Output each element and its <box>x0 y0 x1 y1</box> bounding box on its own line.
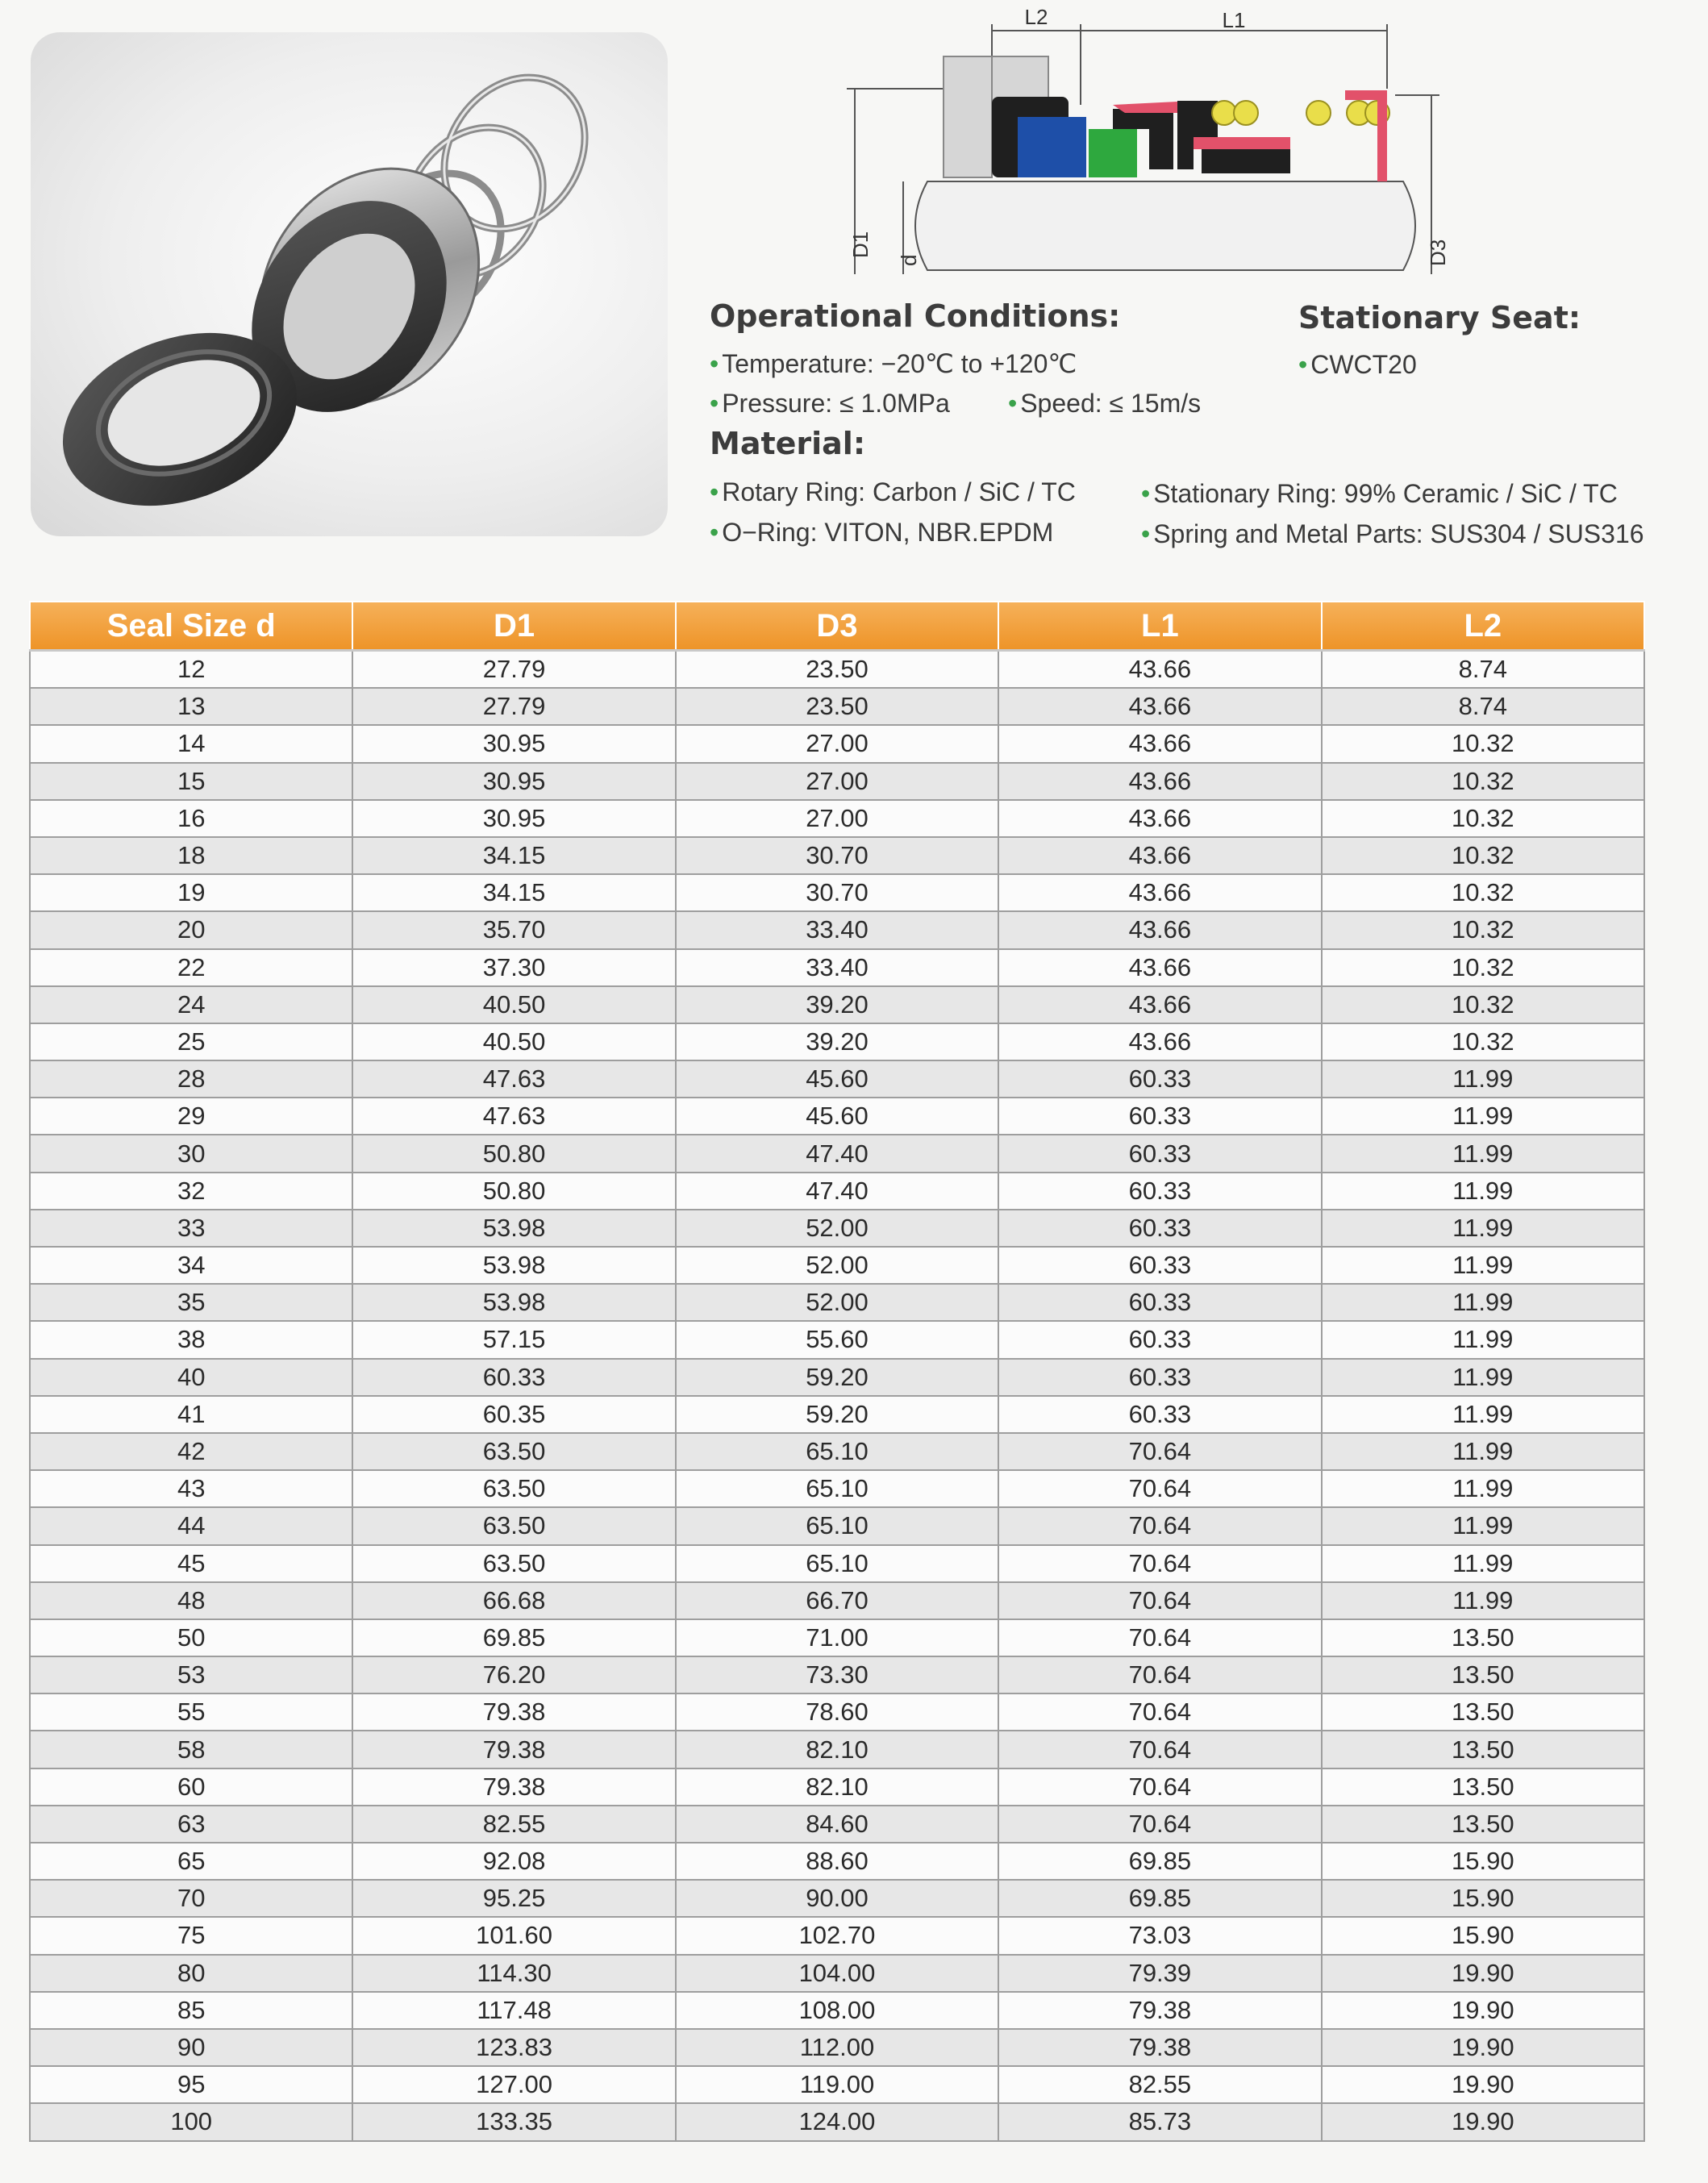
table-cell: 80 <box>30 1955 352 1992</box>
table-cell: 57.15 <box>352 1321 675 1358</box>
table-cell: 133.35 <box>352 2103 675 2140</box>
table-cell: 63 <box>30 1806 352 1843</box>
table-cell: 60.35 <box>352 1396 675 1433</box>
table-cell: 27.79 <box>352 651 675 689</box>
table-cell: 10.32 <box>1322 800 1644 837</box>
table-row <box>30 1917 1644 1954</box>
table-cell: 11.99 <box>1322 1582 1644 1619</box>
table-row <box>30 986 1644 1023</box>
table-cell: 10.32 <box>1322 874 1644 911</box>
table-row <box>30 1470 1644 1507</box>
table-cell: 10.32 <box>1322 763 1644 800</box>
table-cell: 114.30 <box>352 1955 675 1992</box>
table-cell: 60 <box>30 1768 352 1806</box>
dimension-diagram <box>839 0 1677 286</box>
table-cell: 79.38 <box>352 1768 675 1806</box>
product-photo <box>31 32 668 536</box>
table-cell: 76.20 <box>352 1656 675 1693</box>
table-cell: 43.66 <box>998 1023 1321 1060</box>
table-cell: 124.00 <box>676 2103 998 2140</box>
table-cell: 85 <box>30 1992 352 2029</box>
table-cell: 82.55 <box>352 1806 675 1843</box>
table-row <box>30 725 1644 762</box>
table-cell: 11.99 <box>1322 1210 1644 1247</box>
table-cell: 19.90 <box>1322 1955 1644 1992</box>
table-row <box>30 1880 1644 1917</box>
table-cell: 11.99 <box>1322 1545 1644 1582</box>
table-cell: 11.99 <box>1322 1098 1644 1135</box>
table-cell: 28 <box>30 1060 352 1098</box>
diagram-label-l1: L1 <box>1222 8 1246 32</box>
table-cell: 10.32 <box>1322 986 1644 1023</box>
table-cell: 47.63 <box>352 1098 675 1135</box>
table-cell: 50.80 <box>352 1173 675 1210</box>
table-cell: 30.70 <box>676 874 998 911</box>
table-row <box>30 1210 1644 1247</box>
table-header-row <box>30 602 1644 651</box>
table-cell: 60.33 <box>998 1210 1321 1247</box>
table-cell: 43.66 <box>998 837 1321 874</box>
stationary-ring-item <box>1141 479 1618 509</box>
table-cell: 14 <box>30 725 352 762</box>
table-cell: 79.38 <box>998 2029 1321 2066</box>
table-cell: 38 <box>30 1321 352 1358</box>
stationary-ring-text: Stationary Ring: 99% Ceramic / SiC / TC <box>1153 479 1618 508</box>
table-cell: 13.50 <box>1322 1619 1644 1656</box>
table-cell: 33.40 <box>676 911 998 948</box>
table-cell: 13 <box>30 688 352 725</box>
table-cell: 11.99 <box>1322 1507 1644 1544</box>
table-row <box>30 1321 1644 1358</box>
rotary-ring <box>1089 129 1137 177</box>
table-cell: 70.64 <box>998 1693 1321 1731</box>
table-cell: 43.66 <box>998 763 1321 800</box>
table-row <box>30 1060 1644 1098</box>
table-cell: 30.95 <box>352 763 675 800</box>
table-cell: 34.15 <box>352 874 675 911</box>
table-cell: 52.00 <box>676 1284 998 1321</box>
table-cell: 50 <box>30 1619 352 1656</box>
table-row <box>30 2103 1644 2140</box>
table-cell: 75 <box>30 1917 352 1954</box>
pressure-item <box>710 389 950 419</box>
table-cell: 11.99 <box>1322 1284 1644 1321</box>
table-cell: 117.48 <box>352 1992 675 2029</box>
table-cell: 19.90 <box>1322 2103 1644 2140</box>
table-cell: 35 <box>30 1284 352 1321</box>
table-cell: 11.99 <box>1322 1470 1644 1507</box>
o-ring-text: O−Ring: VITON, NBR.EPDM <box>722 518 1054 547</box>
table-cell: 15.90 <box>1322 1880 1644 1917</box>
table-cell: 102.70 <box>676 1917 998 1954</box>
header-seal-size: Seal Size d <box>30 602 352 651</box>
table-cell: 60.33 <box>998 1396 1321 1433</box>
table-cell: 48 <box>30 1582 352 1619</box>
table-cell: 44 <box>30 1507 352 1544</box>
table-row <box>30 1693 1644 1731</box>
stationary-seat-heading: Stationary Seat: <box>1298 300 1581 335</box>
spring-coil <box>1212 101 1236 125</box>
table-cell: 59.20 <box>676 1359 998 1396</box>
table-cell: 10.32 <box>1322 837 1644 874</box>
table-cell: 63.50 <box>352 1433 675 1470</box>
table-cell: 30.95 <box>352 800 675 837</box>
table-cell: 45.60 <box>676 1060 998 1098</box>
table-cell: 39.20 <box>676 1023 998 1060</box>
table-cell: 29 <box>30 1098 352 1135</box>
table-body <box>30 651 1644 2141</box>
table-row <box>30 1359 1644 1396</box>
table-cell: 16 <box>30 800 352 837</box>
table-cell: 65.10 <box>676 1470 998 1507</box>
table-row <box>30 763 1644 800</box>
table-row <box>30 1731 1644 1768</box>
table-cell: 70.64 <box>998 1582 1321 1619</box>
table-row <box>30 1992 1644 2029</box>
table-cell: 90 <box>30 2029 352 2066</box>
rotary-ring-text: Rotary Ring: Carbon / SiC / TC <box>722 477 1076 506</box>
table-cell: 82.55 <box>998 2066 1321 2103</box>
table-cell: 70.64 <box>998 1619 1321 1656</box>
table-cell: 13.50 <box>1322 1806 1644 1843</box>
table-cell: 60.33 <box>998 1321 1321 1358</box>
table-cell: 24 <box>30 986 352 1023</box>
table-cell: 10.32 <box>1322 949 1644 986</box>
table-cell: 27.00 <box>676 763 998 800</box>
table-cell: 22 <box>30 949 352 986</box>
table-cell: 70.64 <box>998 1507 1321 1544</box>
table-cell: 63.50 <box>352 1507 675 1544</box>
table-cell: 43.66 <box>998 874 1321 911</box>
gland-plate <box>944 56 992 177</box>
table-row <box>30 1396 1644 1433</box>
table-cell: 19.90 <box>1322 2066 1644 2103</box>
table-cell: 70.64 <box>998 1731 1321 1768</box>
table-cell: 43.66 <box>998 986 1321 1023</box>
table-cell: 43.66 <box>998 949 1321 986</box>
table-cell: 8.74 <box>1322 651 1644 689</box>
table-cell: 85.73 <box>998 2103 1321 2140</box>
header-d1: D1 <box>352 602 675 651</box>
shaft <box>915 181 1415 270</box>
table-row <box>30 1619 1644 1656</box>
bullet-icon: • <box>1141 479 1151 508</box>
table-cell: 52.00 <box>676 1247 998 1284</box>
specifications <box>710 298 1677 556</box>
table-cell: 70.64 <box>998 1768 1321 1806</box>
bullet-icon: • <box>710 477 719 506</box>
rotary-ring-item <box>710 477 1076 507</box>
table-cell: 70.64 <box>998 1470 1321 1507</box>
table-cell: 66.68 <box>352 1582 675 1619</box>
table-cell: 13.50 <box>1322 1693 1644 1731</box>
speed-text: Speed: ≤ 15m/s <box>1020 389 1202 418</box>
table-cell: 39.20 <box>676 986 998 1023</box>
table-cell: 41 <box>30 1396 352 1433</box>
table-cell: 42 <box>30 1433 352 1470</box>
table-cell: 18 <box>30 837 352 874</box>
table-cell: 55.60 <box>676 1321 998 1358</box>
table-row <box>30 1656 1644 1693</box>
table-cell: 95.25 <box>352 1880 675 1917</box>
table-cell: 19.90 <box>1322 1992 1644 2029</box>
table-cell: 65.10 <box>676 1433 998 1470</box>
table-cell: 60.33 <box>998 1359 1321 1396</box>
table-cell: 15.90 <box>1322 1843 1644 1880</box>
table-cell: 71.00 <box>676 1619 998 1656</box>
table-cell: 8.74 <box>1322 688 1644 725</box>
table-cell: 53.98 <box>352 1247 675 1284</box>
table-cell: 63.50 <box>352 1545 675 1582</box>
table-cell: 43.66 <box>998 800 1321 837</box>
table-row <box>30 1806 1644 1843</box>
table-cell: 108.00 <box>676 1992 998 2029</box>
table-cell: 45 <box>30 1545 352 1582</box>
table-cell: 53.98 <box>352 1210 675 1247</box>
table-cell: 79.38 <box>352 1693 675 1731</box>
table-cell: 70.64 <box>998 1545 1321 1582</box>
table-row <box>30 800 1644 837</box>
table-cell: 104.00 <box>676 1955 998 1992</box>
table-cell: 69.85 <box>998 1843 1321 1880</box>
table-cell: 78.60 <box>676 1693 998 1731</box>
table-cell: 45.60 <box>676 1098 998 1135</box>
table-cell: 73.03 <box>998 1917 1321 1954</box>
table-cell: 101.60 <box>352 1917 675 1954</box>
table-cell: 70.64 <box>998 1806 1321 1843</box>
seal-size-table <box>29 601 1645 2142</box>
table-row <box>30 1098 1644 1135</box>
table-cell: 65.10 <box>676 1507 998 1544</box>
table-cell: 60.33 <box>998 1098 1321 1135</box>
table-cell: 12 <box>30 651 352 689</box>
table-row <box>30 837 1644 874</box>
table-cell: 66.70 <box>676 1582 998 1619</box>
table-row <box>30 1582 1644 1619</box>
bullet-icon: • <box>710 349 719 378</box>
table-cell: 69.85 <box>352 1619 675 1656</box>
table-row <box>30 1433 1644 1470</box>
table-row <box>30 874 1644 911</box>
table-cell: 60.33 <box>998 1060 1321 1098</box>
table-cell: 15 <box>30 763 352 800</box>
table-cell: 88.60 <box>676 1843 998 1880</box>
table-cell: 43.66 <box>998 688 1321 725</box>
table-cell: 11.99 <box>1322 1321 1644 1358</box>
table-cell: 11.99 <box>1322 1396 1644 1433</box>
operational-conditions-heading: Operational Conditions: <box>710 298 1121 334</box>
mechanical-seal-image <box>31 32 668 536</box>
table-cell: 73.30 <box>676 1656 998 1693</box>
table-cell: 11.99 <box>1322 1359 1644 1396</box>
table-row <box>30 688 1644 725</box>
table-cell: 112.00 <box>676 2029 998 2066</box>
table-cell: 79.38 <box>998 1992 1321 2029</box>
table-cell: 11.99 <box>1322 1173 1644 1210</box>
table-cell: 119.00 <box>676 2066 998 2103</box>
table-cell: 37.30 <box>352 949 675 986</box>
table-cell: 40.50 <box>352 1023 675 1060</box>
table-row <box>30 2066 1644 2103</box>
table-cell: 60.33 <box>352 1359 675 1396</box>
table-row <box>30 1284 1644 1321</box>
table-cell: 79.39 <box>998 1955 1321 1992</box>
bullet-icon: • <box>710 389 719 418</box>
table-cell: 95 <box>30 2066 352 2103</box>
table-cell: 11.99 <box>1322 1135 1644 1172</box>
table-row <box>30 651 1644 689</box>
diagram-label-d: d <box>897 254 921 266</box>
table-cell: 82.10 <box>676 1731 998 1768</box>
table-cell: 25 <box>30 1023 352 1060</box>
table-cell: 27.79 <box>352 688 675 725</box>
table-cell: 127.00 <box>352 2066 675 2103</box>
table-cell: 32 <box>30 1173 352 1210</box>
table-cell: 34 <box>30 1247 352 1284</box>
table-row <box>30 1135 1644 1172</box>
table-cell: 43.66 <box>998 725 1321 762</box>
table-row <box>30 1768 1644 1806</box>
table-cell: 19.90 <box>1322 2029 1644 2066</box>
table-cell: 82.10 <box>676 1768 998 1806</box>
table-cell: 52.00 <box>676 1210 998 1247</box>
table-cell: 50.80 <box>352 1135 675 1172</box>
o-ring-item <box>710 518 1053 548</box>
table-cell: 19 <box>30 874 352 911</box>
bullet-icon: • <box>1141 519 1151 548</box>
table-cell: 60.33 <box>998 1135 1321 1172</box>
header-d3: D3 <box>676 602 998 651</box>
stationary-seat-item <box>1298 350 1417 380</box>
table-cell: 70 <box>30 1880 352 1917</box>
table-cell: 47.40 <box>676 1135 998 1172</box>
diagram-label-d1: D1 <box>848 231 873 258</box>
table-cell: 60.33 <box>998 1247 1321 1284</box>
table-cell: 40 <box>30 1359 352 1396</box>
bullet-icon: • <box>710 518 719 547</box>
header-l2: L2 <box>1322 602 1644 651</box>
table-cell: 35.70 <box>352 911 675 948</box>
material-heading: Material: <box>710 426 866 461</box>
speed-item <box>1008 389 1201 419</box>
table-cell: 53 <box>30 1656 352 1693</box>
table-cell: 60.33 <box>998 1173 1321 1210</box>
table-cell: 100 <box>30 2103 352 2140</box>
table-cell: 11.99 <box>1322 1247 1644 1284</box>
table-cell: 23.50 <box>676 688 998 725</box>
temperature-text: Temperature: −20℃ to +120℃ <box>722 349 1077 378</box>
pressure-text: Pressure: ≤ 1.0MPa <box>722 389 950 418</box>
table-cell: 69.85 <box>998 1880 1321 1917</box>
table-cell: 23.50 <box>676 651 998 689</box>
table-cell: 33.40 <box>676 949 998 986</box>
table-cell: 123.83 <box>352 2029 675 2066</box>
table-cell: 90.00 <box>676 1880 998 1917</box>
table-cell: 55 <box>30 1693 352 1731</box>
table-row <box>30 1247 1644 1284</box>
table-cell: 33 <box>30 1210 352 1247</box>
table-cell: 30.70 <box>676 837 998 874</box>
table-cell: 11.99 <box>1322 1433 1644 1470</box>
table-row <box>30 1173 1644 1210</box>
spring-text: Spring and Metal Parts: SUS304 / SUS316 <box>1153 519 1644 548</box>
table-cell: 63.50 <box>352 1470 675 1507</box>
table-cell: 58 <box>30 1731 352 1768</box>
table-cell: 10.32 <box>1322 911 1644 948</box>
table-row <box>30 1023 1644 1060</box>
table-cell: 70.64 <box>998 1433 1321 1470</box>
table-cell: 65.10 <box>676 1545 998 1582</box>
table-cell: 11.99 <box>1322 1060 1644 1098</box>
table-cell: 84.60 <box>676 1806 998 1843</box>
table-row <box>30 2029 1644 2066</box>
spring-item <box>1141 519 1644 549</box>
table-cell: 20 <box>30 911 352 948</box>
table-cell: 70.64 <box>998 1656 1321 1693</box>
table-cell: 13.50 <box>1322 1656 1644 1693</box>
table-cell: 92.08 <box>352 1843 675 1880</box>
bullet-icon: • <box>1298 350 1308 379</box>
table-cell: 10.32 <box>1322 725 1644 762</box>
table-cell: 30.95 <box>352 725 675 762</box>
table-cell: 43 <box>30 1470 352 1507</box>
table-row <box>30 949 1644 986</box>
table-cell: 10.32 <box>1322 1023 1644 1060</box>
stationary-seat <box>1018 117 1086 177</box>
table-cell: 30 <box>30 1135 352 1172</box>
temperature-item <box>710 348 1077 379</box>
table-cell: 40.50 <box>352 986 675 1023</box>
table-cell: 65 <box>30 1843 352 1880</box>
table-row <box>30 1545 1644 1582</box>
table-cell: 27.00 <box>676 800 998 837</box>
header-l1: L1 <box>998 602 1321 651</box>
bullet-icon: • <box>1008 389 1018 418</box>
diagram-label-d3: D3 <box>1426 239 1450 266</box>
table-cell: 43.66 <box>998 911 1321 948</box>
table-cell: 13.50 <box>1322 1768 1644 1806</box>
table-cell: 15.90 <box>1322 1917 1644 1954</box>
table-cell: 47.63 <box>352 1060 675 1098</box>
table-cell: 79.38 <box>352 1731 675 1768</box>
table-cell: 59.20 <box>676 1396 998 1433</box>
table-row <box>30 1843 1644 1880</box>
table-cell: 60.33 <box>998 1284 1321 1321</box>
stationary-seat-text: CWCT20 <box>1310 350 1417 379</box>
table-cell: 27.00 <box>676 725 998 762</box>
diagram-label-l2: L2 <box>1024 5 1048 29</box>
table-cell: 53.98 <box>352 1284 675 1321</box>
table-cell: 47.40 <box>676 1173 998 1210</box>
table-cell: 43.66 <box>998 651 1321 689</box>
table-cell: 13.50 <box>1322 1731 1644 1768</box>
table-row <box>30 1507 1644 1544</box>
table-row <box>30 1955 1644 1992</box>
table-row <box>30 911 1644 948</box>
table-cell: 34.15 <box>352 837 675 874</box>
